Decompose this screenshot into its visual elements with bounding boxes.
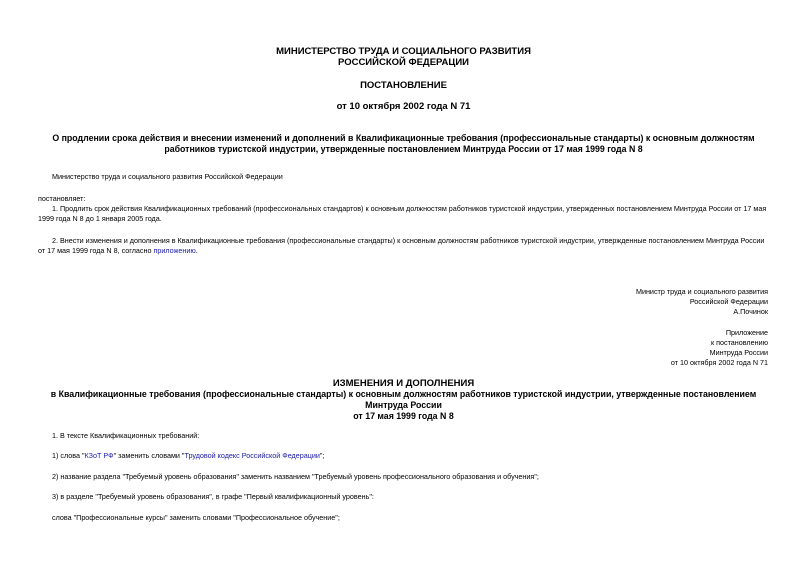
appendix-ref-line1: Приложение [725,328,768,337]
doc-type: ПОСТАНОВЛЕНИЕ [360,80,447,91]
appendix-ref-line4: от 10 октября 2002 года N 71 [670,358,768,367]
appendix-p1: 1. В тексте Квалификационных требований: [52,431,200,440]
p2-suffix: "; [319,451,325,460]
item2-suffix: . [195,246,198,255]
appendix-p2 [52,451,324,461]
item1-line1: 1. Продлить срок действия Квалификационных требований (профессиональных стандартов) к основным должностям работников туристской индустрии, утвержденных постановлением Минтруда России от 17 мая [52,204,767,213]
p2-prefix: 1) слова " [52,451,85,460]
kzot-link[interactable]: КЗоТ РФ [84,451,114,460]
appendix-ref-line2: к постановлению [710,338,768,347]
doc-title-line2: работников туристской индустрии, утвержденные постановлением Минтруда России от 17 мая 1999 года N 8 [164,144,643,154]
appendix-title: ИЗМЕНЕНИЯ И ДОПОЛНЕНИЯ [332,378,475,389]
appendix-link[interactable]: приложению [153,246,196,255]
p2-mid: " заменить словами " [113,451,185,460]
signature-line1: Министр труда и социального развития [635,287,768,296]
ministry-line1: МИНИСТЕРСТВО ТРУДА И СОЦИАЛЬНОГО РАЗВИТИЯ [276,46,531,57]
doc-date-number: от 10 октября 2002 года N 71 [336,101,471,112]
labor-code-link[interactable]: Трудовой кодекс Российской Федерации [184,451,320,460]
appendix-p5: слова "Профессиональные курсы" заменить словами "Профессиональное обучение"; [52,513,340,522]
signature-line2: Российской Федерации [689,297,768,306]
item2-line1: 2. Внести изменения и дополнения в Квалификационные требования (профессиональные стандарты) к основным должностям работников туристской индустрии, утвержденные постановлением Минтруда России [52,236,765,245]
preamble: Министерство труда и социального развития Российской Федерации [52,172,283,181]
item2-prefix: от 17 мая 1999 года N 8, согласно [38,246,154,255]
appendix-p3: 2) название раздела "Требуемый уровень образования" заменить названием "Требуемый уровень профессионального образования и обучения"; [52,472,539,481]
doc-title-line1: О продлении срока действия и внесении изменений и дополнений в Квалификационные требования (профессиональные стандарты) к основным должностям [52,133,755,143]
appendix-subtitle2: Минтруда России [365,400,442,410]
resolves-text: постановляет: [38,194,86,203]
appendix-p4: 3) в разделе "Требуемый уровень образования", в графе "Первый квалификационный уровень": [52,492,374,501]
appendix-ref-line3: Минтруда России [709,348,768,357]
appendix-subtitle3: от 17 мая 1999 года N 8 [353,411,454,421]
item1-line2: 1999 года N 8 до 1 января 2005 года. [38,214,162,223]
item2-line2 [38,246,198,256]
ministry-line2: РОССИЙСКОЙ ФЕДЕРАЦИИ [337,57,469,68]
signature-line3: А.Починок [733,307,768,316]
appendix-subtitle1: в Квалификационные требования (профессиональные стандарты) к основным должностям работников туристской индустрии, утвержденные постановлением [50,389,757,399]
